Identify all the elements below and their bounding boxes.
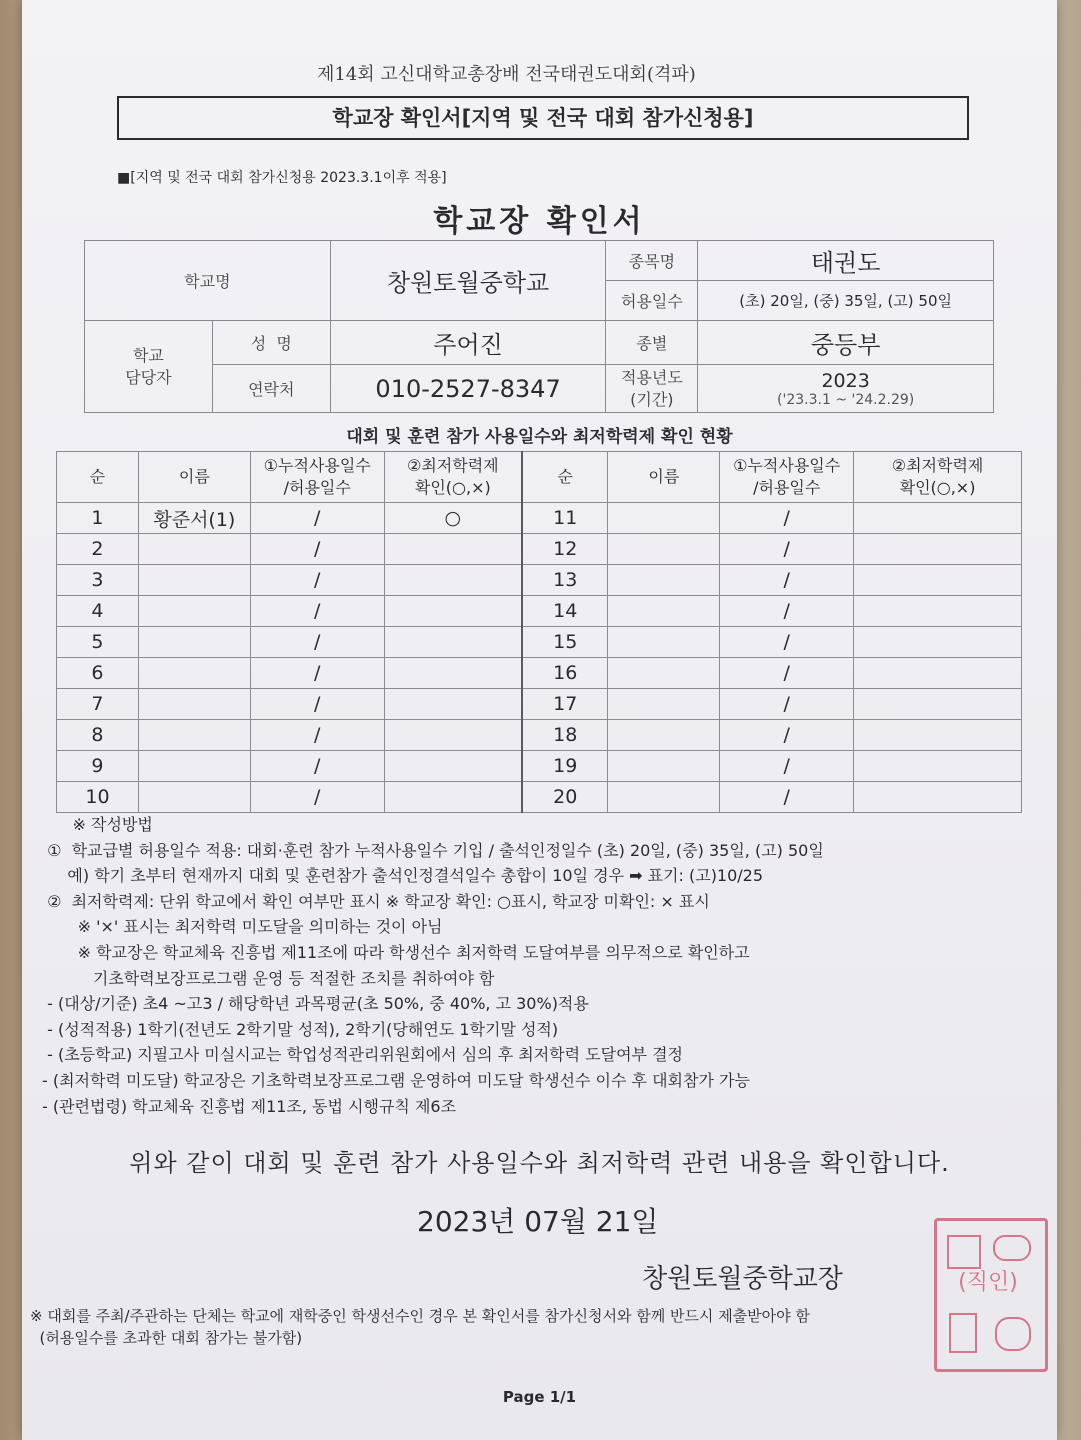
year-value: 2023 — [821, 369, 870, 392]
contact-label: 연락처 — [212, 365, 330, 413]
record-days: / — [250, 534, 384, 565]
main-title: 학교장 확인서 — [433, 204, 646, 239]
instruction-line: ※ '×' 표시는 최저학력 미도달을 의미하는 것이 아님 — [42, 917, 443, 937]
year-cell — [698, 365, 994, 413]
record-name — [138, 658, 250, 689]
col-header-name: 이름 — [138, 452, 250, 503]
sport-value: 태권도 — [698, 241, 994, 281]
table-row — [57, 689, 1022, 720]
record-name: 황준서(1) — [138, 503, 250, 534]
record-days: / — [720, 720, 854, 751]
record-days: / — [720, 565, 854, 596]
boxed-title: 학교장 확인서[지역 및 전국 대회 참가신청용] — [117, 96, 969, 140]
table-header-row — [57, 452, 1022, 503]
year-label: 적용년도 (기간) — [606, 365, 698, 413]
record-check — [854, 658, 1022, 689]
applicability-note: ■[지역 및 전국 대회 참가신청용 2023.3.1이후 적용] — [117, 170, 447, 186]
school-value: 창원토월중학교 — [330, 241, 606, 321]
record-no: 16 — [522, 658, 608, 689]
record-name — [138, 534, 250, 565]
instruction-line: ① 학교급별 허용일수 적용: 대회·훈련 참가 누적사용일수 기입 / 출석인정일수 (초) 20일, (중) 35일, (고) 50일 — [42, 840, 824, 860]
record-check — [384, 627, 522, 658]
record-days: / — [250, 596, 384, 627]
table-row — [57, 782, 1022, 813]
table-row — [57, 658, 1022, 689]
instruction-line: ※ 작성방법 — [42, 815, 153, 834]
category-label: 종별 — [606, 321, 698, 365]
record-days: / — [250, 627, 384, 658]
record-check — [384, 565, 522, 596]
instruction-line: ② 최저학력제: 단위 학교에서 확인 여부만 표시 ※ 학교장 확인: ○표시, 학교장 미확인: × 표시 — [42, 891, 710, 911]
record-check — [854, 720, 1022, 751]
record-days: / — [250, 503, 384, 534]
allowed-days-value: (초) 20일, (중) 35일, (고) 50일 — [698, 281, 994, 321]
record-days: / — [720, 658, 854, 689]
school-label: 학교명 — [85, 241, 331, 321]
record-days: / — [250, 565, 384, 596]
col-header-no: 순 — [57, 452, 139, 503]
name-value: 주어진 — [330, 321, 606, 365]
instruction-line: ※ 학교장은 학교체육 진흥법 제11조에 따라 학생선수 최저학력 도달여부를 의무적으로 확인하고 — [42, 942, 750, 962]
instruction-line: - (대상/기준) 초4 ~고3 / 해당학년 과목평균(초 50%, 중 40%, 고 30%)적용 — [42, 994, 589, 1014]
record-days: / — [720, 534, 854, 565]
seal-glyph-stroke — [947, 1235, 981, 1269]
record-days: / — [250, 751, 384, 782]
record-name — [608, 751, 720, 782]
record-name — [138, 689, 250, 720]
record-check — [854, 751, 1022, 782]
record-no: 5 — [57, 627, 139, 658]
record-check — [854, 596, 1022, 627]
record-no: 19 — [522, 751, 608, 782]
year-period: ('23.3.1 ~ '24.2.29) — [777, 391, 915, 408]
manager-label: 학교 담당자 — [85, 321, 213, 413]
record-no: 18 — [522, 720, 608, 751]
event-title: 제14회 고신대학교총장배 전국태권도대회(격파) — [317, 64, 696, 85]
record-no: 6 — [57, 658, 139, 689]
table-row — [57, 751, 1022, 782]
record-no: 20 — [522, 782, 608, 813]
record-name — [608, 503, 720, 534]
instruction-line: - (최저학력 미도달) 학교장은 기초학력보장프로그램 운영하여 미도달 학생선수 이수 후 대회참가 가능 — [42, 1070, 750, 1090]
record-no: 1 — [57, 503, 139, 534]
record-check — [854, 534, 1022, 565]
footer-line: ※ 대회를 주최/주관하는 단체는 학교에 재학중인 학생선수인 경우 본 확인서를 참가신청서와 함께 반드시 제출받아야 함 — [30, 1307, 810, 1325]
record-days: / — [720, 596, 854, 627]
record-no: 12 — [522, 534, 608, 565]
instruction-line: - (관련법령) 학교체육 진흥법 제11조, 동법 시행규칙 제6조 — [42, 1096, 457, 1116]
col-header-name: 이름 — [608, 452, 720, 503]
issue-date: 2023년 07월 21일 — [417, 1205, 659, 1238]
col-header-check: ②최저학력제 확인(○,×) — [384, 452, 522, 503]
participation-table — [56, 451, 1022, 813]
record-no: 10 — [57, 782, 139, 813]
writing-instructions — [42, 812, 1052, 1119]
record-name — [138, 596, 250, 627]
participation-table-body — [57, 452, 1022, 813]
record-name — [608, 565, 720, 596]
record-days: / — [720, 689, 854, 720]
record-name — [608, 596, 720, 627]
record-check — [384, 782, 522, 813]
record-no: 15 — [522, 627, 608, 658]
record-no: 2 — [57, 534, 139, 565]
record-days: / — [720, 503, 854, 534]
sport-label: 종목명 — [606, 241, 698, 281]
seal-glyph-stroke — [993, 1235, 1031, 1261]
record-check — [384, 658, 522, 689]
table-row — [57, 534, 1022, 565]
table-row — [57, 596, 1022, 627]
category-value: 중등부 — [698, 321, 994, 365]
principal-name: 창원토월중학교장 — [642, 1264, 843, 1294]
record-name — [608, 627, 720, 658]
instruction-line: - (성적적용) 1학기(전년도 2학기말 성적), 2학기(당해연도 1학기말 성적) — [42, 1019, 559, 1039]
record-days: / — [250, 689, 384, 720]
record-name — [138, 720, 250, 751]
col-header-days: ①누적사용일수 /허용일수 — [250, 452, 384, 503]
record-days: / — [720, 627, 854, 658]
record-no: 14 — [522, 596, 608, 627]
record-check — [384, 689, 522, 720]
instruction-line: - (초등학교) 지필고사 미실시교는 학업성적관리위원회에서 심의 후 최저학력 도달여부 결정 — [42, 1045, 683, 1065]
record-no: 3 — [57, 565, 139, 596]
record-check — [384, 720, 522, 751]
document-page — [22, 0, 1057, 1440]
record-name — [608, 689, 720, 720]
record-check — [384, 596, 522, 627]
record-check — [854, 565, 1022, 596]
record-name — [138, 627, 250, 658]
instruction-line: 기초학력보장프로그램 운영 등 적절한 조치를 취하여야 함 — [42, 968, 495, 988]
seal-glyph-stroke — [995, 1317, 1031, 1351]
col-header-days: ①누적사용일수 /허용일수 — [720, 452, 854, 503]
seal-note: (직인) — [958, 1270, 1018, 1295]
record-no: 7 — [57, 689, 139, 720]
col-header-no: 순 — [522, 452, 608, 503]
seal-glyph-stroke — [949, 1313, 977, 1353]
record-no: 4 — [57, 596, 139, 627]
record-check — [854, 782, 1022, 813]
record-name — [608, 534, 720, 565]
name-label: 성 명 — [212, 321, 330, 365]
record-check — [854, 689, 1022, 720]
contact-value: 010-2527-8347 — [330, 365, 606, 413]
record-days: / — [250, 782, 384, 813]
record-name — [138, 751, 250, 782]
record-check — [854, 627, 1022, 658]
table-row — [57, 720, 1022, 751]
footer-line: (허용일수를 초과한 대회 참가는 불가함) — [30, 1329, 303, 1347]
instruction-line: 예) 학기 초부터 현재까지 대회 및 훈련참가 출석인정결석일수 총합이 10일 경우 ➡ 표기: (고)10/25 — [42, 866, 764, 886]
record-no: 13 — [522, 565, 608, 596]
record-check — [384, 751, 522, 782]
record-days: / — [720, 782, 854, 813]
record-name — [608, 720, 720, 751]
record-days: / — [720, 751, 854, 782]
record-check: ○ — [384, 503, 522, 534]
record-days: / — [250, 720, 384, 751]
record-name — [608, 658, 720, 689]
record-no: 9 — [57, 751, 139, 782]
confirmation-statement: 위와 같이 대회 및 훈련 참가 사용일수와 최저학력 관련 내용을 확인합니다. — [129, 1149, 950, 1177]
allowed-days-label: 허용일수 — [606, 281, 698, 321]
record-name — [138, 565, 250, 596]
record-name — [608, 782, 720, 813]
record-no: 11 — [522, 503, 608, 534]
school-info-table — [84, 240, 994, 413]
official-seal-stamp — [934, 1218, 1048, 1372]
record-check — [384, 534, 522, 565]
section-heading: 대회 및 훈련 참가 사용일수와 최저학력제 확인 현황 — [346, 427, 733, 447]
record-name — [138, 782, 250, 813]
page-number: Page 1/1 — [502, 1388, 577, 1406]
col-header-check: ②최저학력제 확인(○,×) — [854, 452, 1022, 503]
table-row — [57, 503, 1022, 534]
table-row — [57, 565, 1022, 596]
table-row — [57, 627, 1022, 658]
footer-note — [30, 1305, 810, 1349]
record-no: 17 — [522, 689, 608, 720]
record-check — [854, 503, 1022, 534]
record-no: 8 — [57, 720, 139, 751]
record-days: / — [250, 658, 384, 689]
